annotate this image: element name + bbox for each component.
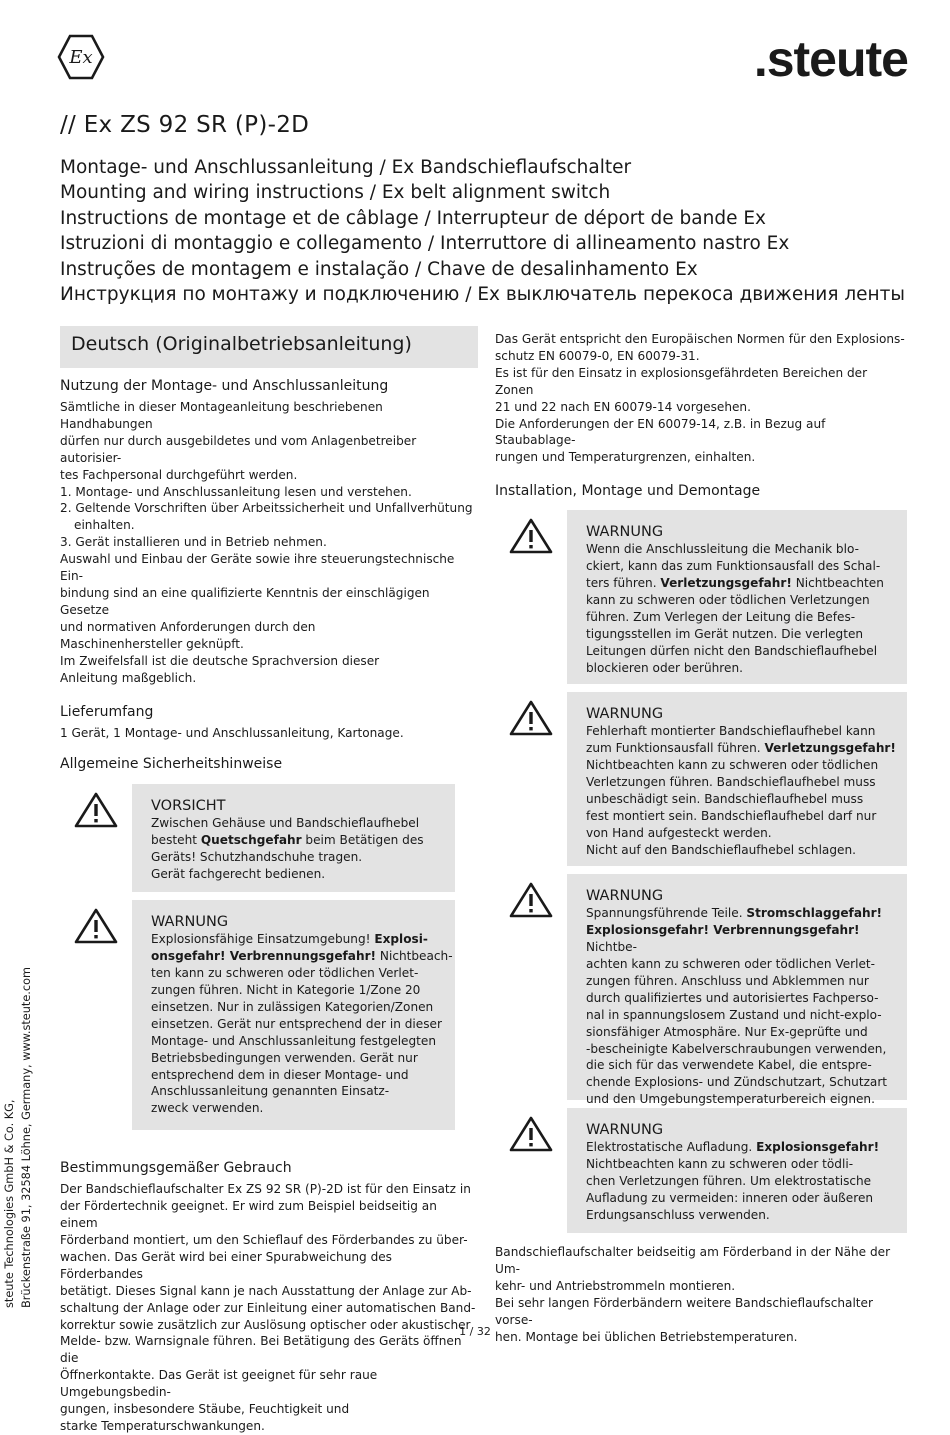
warning-line: die sich für das verwendete Kabel, die entspre-	[586, 1058, 872, 1073]
usage-line: Im Zweifelsfall ist die deutsche Sprachversion dieser	[60, 653, 380, 668]
warning-box	[567, 1108, 907, 1233]
intended-use-line: korrektur sowie zusätzlich zur Auslösung optischer oder akustischer	[60, 1317, 471, 1332]
warning-line: einsetzen. Gerät nur entsprechend der in dieser	[151, 1016, 442, 1031]
intended-use-line: Der Bandschieflaufschalter Ex ZS 92 SR (P)-2D ist für den Einsatz in	[60, 1182, 471, 1197]
hazard-term: Explosionsgefahr!	[756, 1140, 880, 1155]
warning-line: zum Funktionsausfall führen.	[586, 741, 765, 756]
warning-label: WARNUNG	[151, 914, 229, 931]
warning-line: Nichtbeachten kann zu schweren oder tödli-	[586, 1157, 854, 1172]
warning-line: chende Explosions- und Zündschutzart, Schutzart	[586, 1075, 888, 1090]
imprint-line: Brückenstraße 91, 32584 Löhne, Germany, www.steute.com	[19, 967, 33, 1308]
warning-line: Nicht auf den Bandschieflaufhebel schlagen.	[586, 842, 856, 857]
caution-notice	[60, 784, 478, 892]
delivery-heading: Lieferumfang	[60, 704, 154, 721]
warning-triangle-icon	[74, 792, 118, 828]
hazard-term: Explosionsgefahr! Verbrennungsgefahr!	[586, 923, 860, 938]
warning-line: Explosionsfähige Einsatzumgebung!	[151, 932, 375, 947]
warning-line: von Hand aufgesteckt werden.	[586, 825, 772, 840]
warning-triangle-icon	[74, 908, 118, 944]
usage-line: 2. Geltende Vorschriften über Arbeitssicherheit und Unfallverhütung	[60, 501, 473, 516]
usage-line: Sämtliche in dieser Montageanleitung beschriebenen Handhabungen	[60, 400, 383, 431]
warning-line: Leitungen dürfen nicht den Bandschieflaufhebel	[586, 643, 878, 658]
standards-line: Das Gerät entspricht den Europäischen Normen für den Explosions-	[495, 332, 905, 346]
warning-explosion-notice	[60, 900, 478, 1130]
intended-use-line: wachen. Das Gerät wird bei einer Spurabweichung des Förderbandes	[60, 1249, 392, 1281]
caution-line: beim Betätigen des	[301, 833, 424, 848]
subtitle-it: Istruzioni di montaggio e collegamento / Interruttore di allineamento nastro Ex	[60, 233, 790, 255]
installation-heading: Installation, Montage und Demontage	[495, 483, 761, 500]
hazard-term: Explosi-	[374, 932, 428, 947]
warning-label: WARNUNG	[586, 1122, 664, 1139]
usage-line: 1. Montage- und Anschlussanleitung lesen und verstehen.	[60, 484, 412, 499]
warning-line: -bescheinigte Kabelverschraubungen verwenden,	[586, 1041, 887, 1056]
warning-line: Nichtbe-	[586, 940, 637, 955]
language-heading: Deutsch (Originalbetriebsanleitung)	[60, 326, 478, 368]
hazard-term: Stromschlaggefahr!	[746, 906, 883, 921]
warning-line: zungen führen. Nicht in Kategorie 1/Zone 20	[151, 983, 421, 998]
warning-line: führen. Zum Verlegen der Leitung die Befes-	[586, 609, 856, 624]
usage-line: 3. Gerät installieren und in Betrieb nehmen.	[60, 535, 327, 550]
usage-line: Anleitung maßgeblich.	[60, 670, 197, 685]
caution-line: Zwischen Gehäuse und Bandschieflaufhebel	[151, 816, 420, 831]
warning-box	[567, 692, 907, 866]
delivery-text: 1 Gerät, 1 Montage- und Anschlussanleitung, Kartonage.	[60, 726, 404, 741]
warning-box	[567, 874, 907, 1107]
warning-line: Betriebsbedingungen verwenden. Gerät nur	[151, 1050, 418, 1065]
warning-cable-notice	[495, 510, 908, 684]
usage-line: und normativen Anforderungen durch den	[60, 619, 316, 634]
caution-box	[132, 784, 455, 892]
standards-text	[495, 331, 908, 466]
warning-label: WARNUNG	[586, 888, 664, 905]
usage-heading: Nutzung der Montage- und Anschlussanleitung	[60, 378, 389, 394]
intended-use-line: starke Temperaturschwankungen.	[60, 1419, 265, 1433]
caution-line: Geräts! Schutzhandschuhe tragen.	[151, 850, 363, 865]
hazard-term: Quetschgefahr	[200, 833, 302, 848]
standards-line: rungen und Temperaturgrenzen, einhalten.	[495, 450, 756, 465]
warning-triangle-icon	[509, 518, 553, 554]
intended-use-line: schaltung der Anlage oder zur Einleitung einer automatischen Band-	[60, 1300, 476, 1315]
standards-line: Die Anforderungen der EN 60079-14, z.B. in Bezug auf Staubablage-	[495, 416, 826, 448]
usage-line: Auswahl und Einbau der Geräte sowie ihre steuerungstechnische Ein-	[60, 552, 455, 584]
warning-electrostatic-notice	[495, 1108, 908, 1233]
intended-use-text	[60, 1181, 478, 1435]
mounting-line: Bei sehr langen Förderbändern weitere Bandschieflaufschalter vorse-	[495, 1295, 873, 1327]
warning-label: WARNUNG	[586, 706, 664, 723]
warning-text	[586, 1139, 907, 1224]
caution-label: VORSICHT	[151, 798, 226, 815]
standards-line: 21 und 22 nach EN 60079-14 vorgesehen.	[495, 399, 751, 414]
usage-line: dürfen nur durch ausgebildetes und vom Anlagenbetreiber autorisier-	[60, 433, 417, 465]
imprint-line: steute Technologies GmbH & Co. KG,	[3, 1099, 16, 1308]
warning-line: blockieren oder berühren.	[586, 660, 743, 675]
document-title: // Ex ZS 92 SR (P)-2D	[60, 112, 310, 138]
warning-line: Wenn die Anschlussleitung die Mechanik blo-	[586, 542, 859, 557]
warning-line: Nichtbeach-	[376, 949, 453, 964]
ex-hexagon-logo	[58, 34, 104, 80]
caution-line: Gerät fachgerecht bedienen.	[151, 867, 326, 882]
warning-line: tigungsstellen im Gerät nutzen. Die verlegten	[586, 626, 864, 641]
usage-line: Maschinenhersteller geknüpft.	[60, 636, 244, 651]
company-imprint	[2, 967, 35, 1308]
caution-line: besteht	[151, 833, 201, 848]
warning-line: Elektrostatische Aufladung.	[586, 1140, 757, 1155]
warning-line: achten kann zu schweren oder tödlichen Verlet-	[586, 956, 876, 971]
brand-logo: .steute	[753, 31, 908, 87]
intended-use-line: gungen, insbesondere Stäube, Feuchtigkeit und	[60, 1402, 350, 1417]
usage-text	[60, 399, 478, 686]
hazard-term: Verletzungsgefahr!	[764, 741, 896, 756]
usage-line: tes Fachpersonal durchgeführt werden.	[60, 467, 298, 482]
hazard-term: onsgefahr! Verbrennungsgefahr!	[151, 949, 377, 964]
warning-line: nal in spannungslosem Zustand und nicht-explo-	[586, 1007, 882, 1022]
standards-line: Es ist für den Einsatz in explosionsgefährdeten Bereichen der Zonen	[495, 365, 868, 397]
warning-line: chen Verletzungen führen. Um elektrostatische	[586, 1174, 872, 1189]
warning-text	[586, 905, 907, 1108]
warning-line: ten kann zu schweren oder tödlichen Verlet-	[151, 966, 419, 981]
warning-line: ters führen.	[586, 576, 661, 591]
warning-lever-notice	[495, 692, 908, 866]
warning-label: WARNUNG	[586, 524, 664, 541]
mounting-line: kehr- und Antriebstrommeln montieren.	[495, 1279, 736, 1294]
warning-line: Erdungsanschluss verwenden.	[586, 1207, 770, 1222]
warning-electric-notice	[495, 874, 908, 1107]
warning-line: unbeschädigt sein. Bandschieflaufhebel muss	[586, 791, 864, 806]
warning-box	[567, 510, 907, 684]
warning-line: kann zu schweren oder tödlichen Verletzungen	[586, 592, 870, 607]
intended-use-line: Melde- bzw. Warnsignale führen. Bei Betätigung des Geräts öffnen die	[60, 1334, 462, 1366]
subtitle-en: Mounting and wiring instructions / Ex belt alignment switch	[60, 182, 611, 204]
logo-text: Ex	[69, 47, 93, 68]
warning-line: fest montiert sein. Bandschieflaufhebel darf nur	[586, 808, 877, 823]
warning-line: sionsfähiger Atmosphäre. Nur Ex-geprüfte und	[586, 1024, 868, 1039]
intended-use-line: Förderband montiert, um den Schieflauf des Förderbandes zu über-	[60, 1233, 468, 1248]
standards-line: schutz EN 60079-0, EN 60079-31.	[495, 348, 700, 363]
usage-line: einhalten.	[74, 518, 135, 533]
warning-line: und den Umgebungstemperaturbereich eignen.	[586, 1092, 875, 1107]
warning-line: einsetzen. Nur in zulässigen Kategorien/Zonen	[151, 999, 434, 1014]
warning-line: Anschlussanleitung genannten Einsatz-	[151, 1084, 390, 1099]
intended-use-heading: Bestimmungsgemäßer Gebrauch	[60, 1160, 292, 1177]
warning-line: zweck verwenden.	[151, 1101, 264, 1116]
intended-use-line: der Fördertechnik geeignet. Er wird zum Beispiel beidseitig an einem	[60, 1199, 437, 1231]
warning-text	[586, 541, 907, 676]
warning-triangle-icon	[509, 700, 553, 736]
page-number: 1 / 32	[459, 1325, 491, 1338]
subtitle-pt: Instruções de montagem e instalação / Chave de desalinhamento Ex	[60, 258, 698, 280]
caution-text	[151, 815, 455, 883]
warning-line: durch qualifiziertes und autorisiertes Fachperso-	[586, 990, 879, 1005]
safety-heading: Allgemeine Sicherheitshinweise	[60, 756, 283, 773]
warning-line: Nichtbeachten kann zu schweren oder tödlichen	[586, 758, 879, 773]
warning-line: ckiert, kann das zum Funktionsausfall des Schal-	[586, 559, 881, 574]
warning-box	[132, 900, 455, 1130]
right-column	[495, 331, 908, 1346]
intended-use-line: betätigt. Dieses Signal kann je nach Ausstattung der Anlage zur Ab-	[60, 1283, 472, 1298]
warning-line: Verletzungen führen. Bandschieflaufhebel muss	[586, 774, 876, 789]
subtitle-fr: Instructions de montage et de câblage / Interrupteur de déport de bande Ex	[60, 207, 766, 229]
subtitle-list	[60, 155, 930, 307]
warning-line: Aufladung zu vermeiden: inneren oder äußeren	[586, 1190, 874, 1205]
warning-line: entsprechend dem in dieser Montage- und	[151, 1067, 409, 1082]
warning-line: zungen führen. Anschluss und Abklemmen nur	[586, 973, 869, 988]
usage-line: bindung sind an eine qualifizierte Kenntnis der einschlägigen Gesetze	[60, 585, 430, 617]
hazard-term: Verletzungsgefahr!	[660, 576, 792, 591]
warning-triangle-icon	[509, 1116, 553, 1152]
subtitle-de: Montage- und Anschlussanleitung / Ex Bandschieflaufschalter	[60, 157, 632, 178]
warning-text	[586, 723, 907, 858]
left-column	[60, 326, 478, 1435]
warning-line: Montage- und Anschlussanleitung festgelegten	[151, 1033, 437, 1048]
mounting-line: Bandschieflaufschalter beidseitig am Förderband in der Nähe der Um-	[495, 1245, 891, 1277]
warning-line: Fehlerhaft montierter Bandschieflaufhebel kann	[586, 724, 876, 739]
mounting-line: hen. Montage bei üblichen Betriebstemperaturen.	[495, 1329, 798, 1344]
warning-triangle-icon	[509, 882, 553, 918]
warning-text	[151, 931, 455, 1117]
warning-line: Spannungsführende Teile.	[586, 906, 747, 921]
intended-use-line: Öffnerkontakte. Das Gerät ist geeignet für sehr raue Umgebungsbedin-	[60, 1368, 378, 1400]
subtitle-ru: Инструкция по монтажу и подключению / Ex выключатель перекоса движения ленты	[60, 284, 906, 306]
warning-line: Nichtbeachten	[791, 576, 884, 591]
